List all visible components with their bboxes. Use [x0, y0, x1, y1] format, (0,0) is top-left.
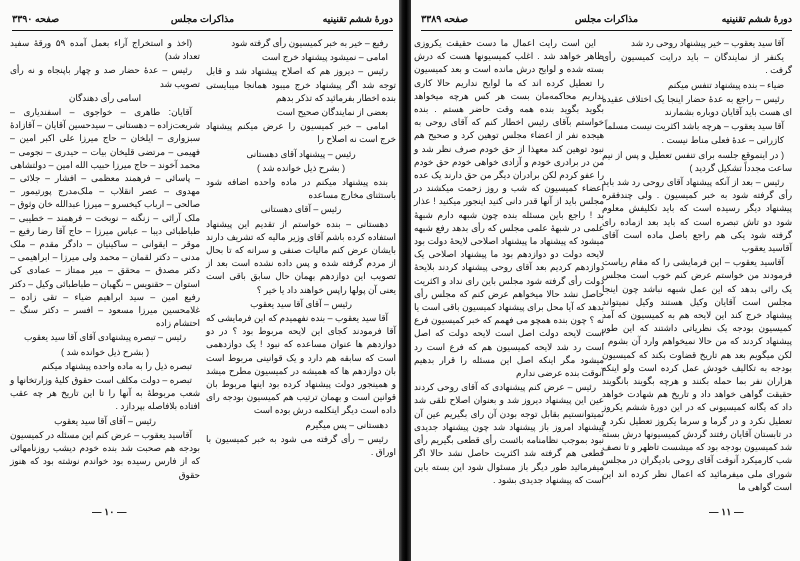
paragraph: رئیس – عدهٔ حضار صد و چهار باپنجاه و نه رأی تصویب شد	[10, 65, 200, 89]
paragraph: رئیس – دیروز هم که اصلاح پیشنهاد شد و قابل توجه شد اگر پیشنهاد خرج میبود همانجا میبایستی بنده اخطار بفرمائید که تذکر بدهم	[206, 66, 396, 103]
right-column	[602, 37, 792, 495]
paragraph: بعضی از نمایندگان صحیح است	[276, 107, 388, 118]
running-title: مذاکرات مجلس	[574, 14, 639, 25]
paragraph: امامی – نمیشود پیشنهاد خرج است	[261, 52, 388, 63]
volume-title: دورهٔ ششم تقنینیه	[721, 14, 792, 25]
paragraph: امامی – خبر کمیسیون را عرض میکنم پیشنهاد خرج است نه اصلاح را	[206, 121, 396, 145]
paragraph: آقا سید یعقوب – هرچه باشد اکثریت نیست مسلماً	[604, 121, 784, 132]
paragraph: آقا سید یعقوب – خیر پیشنهاد روحی رد شد	[630, 38, 784, 48]
paragraph: رئیس – رأی گرفته می شود به خبر کمیسیون با اوراق .	[206, 433, 396, 458]
section-heading: اسامی رأی دهندگان	[68, 92, 142, 103]
section-heading: رئیس – آقای آقا سید یعقوب	[250, 298, 352, 309]
right-page	[409, 0, 800, 561]
paragraph: کازرانی – عدهٔ فعلی مناط نیست .	[661, 135, 784, 146]
page-number: صفحه ۳۳۸۹	[421, 14, 469, 25]
section-heading: رئیس – پیشنهاد آقای دهستانی	[246, 148, 356, 159]
page-header	[12, 12, 393, 31]
paragraph: تبصره ذیل را به ماده واحده پیشنهاد میکنم	[41, 360, 192, 371]
paragraph: آقاسید یعقوب – عرض کنم این مسئله در کمیسیون بودجه هم صحبت شد بنده خودم دیشب روزنامهائی که از فارس رسیده بود خواندم نوشته بود که هنوز حقوق	[10, 429, 200, 480]
section-heading: رئیس – آقای آقا سید یعقوب	[54, 415, 156, 426]
paragraph: رفیع – خیر به خبر کمیسیون رأی گرفته شود	[231, 38, 388, 48]
section-heading: رئیس – آقای دهستانی	[260, 204, 342, 215]
running-title: مذاکرات مجلس	[170, 14, 235, 25]
left-column	[10, 37, 200, 483]
page-number: صفحه ۳۳۹۰	[12, 14, 60, 25]
paragraph: دهستانی – پس میگیرم	[305, 419, 388, 430]
paragraph: دهستانی – بنده خواستم از تقدیم این پیشنهاد استفاده کرده باشم آقای وزیر مالیه که تشریف دارند بایشان عرض کنم مالیات صنفی و سرانه که تا بحال از مردم گرفته شده و پس داده نشده است بعد از تصویب این دوازدهم بهمان حال سابق باقی است یعنی آن پولها راپس خواهند داد یا خیر ؟	[206, 218, 396, 295]
page-header	[421, 12, 792, 31]
volume-title: دورهٔ ششم تقنینیه	[322, 14, 393, 25]
paragraph: ( در اینموقع جلسه برای تنفس تعطیل و پس از نیم ساعت مجدداً تشکیل گردید )	[602, 149, 792, 173]
page-footer-number: — ۱۰ —	[92, 507, 127, 518]
paragraph: رئیس – بعد از آنکه پیشنهاد آقای روحی رد شد باید رأی گرفته شود به خبر کمیسیون . ولی چندفقره پیشنهاد دیگر رسیده است که باید تکلیفش معلوم شود دو تاش تبصره است که باید بعد ازماده رای گرفته شود یکی هم راجع باصل ماده است آقای آقاسید یعقوب	[602, 177, 792, 254]
paragraph: تبصره – دولت مکلف است حقوق کلیهٔ وزارتخانها و شعب مربوطهٔ به آنها را تا این تاریخ هر چه عقب افتاده بلافاصله بپردازد .	[10, 375, 200, 412]
paragraph: رئیس – عرض کنم پیشنهادی که آقای روحی کردند عین این پیشنهاد دیروز شد و بعنوان اصلاح تلقی شد نمیتوانستیم بقابل توجه بودن آن رای بگیریم عین آن پیشنهاد امروز باز پیشنهاد شد چون پیشنهاد جدیدی نبود بموجب نظامنامه بائست رأی قطعی بگیریم رأی قطعی هم گرفته شد اکثریت حاصل نشد حالا اگر میفرمائید طور دیگر باز مسئوال شود این بسته باین است که پیشنهاد جدیدی بشود .	[414, 382, 604, 485]
paragraph: بنده پیشنهاد میکنم در ماده واحده اضافه شود باستثنای مخارج مساعده	[206, 177, 396, 201]
paragraph: (اخذ و استخراج آراء بعمل آمده ۵۹ ورقهٔ سفید تعداد شد)	[10, 38, 200, 62]
section-heading: رئیس – تبصره پیشنهادی آقای آقا سید یعقوب	[23, 332, 187, 343]
book-gutter	[399, 0, 411, 561]
paragraph: آقا سید یعقوب – بنده نفهمیدم که این فرمایشی که آقا فرمودند کجای این لایحه مربوط بود ؟ در دو دوازدهم ها عنوان مساعده که نبود ! یک دوازدهمی است که سابقه هم دارد و یک قوانینی مربوط است بان دوازدهم ها که همیشه در کمیسیون مطرح میشد و همینجور دولت پیشنهاد کرده بود اینها مربوط بان قوانین است و بهمان ترتیب هم کمیسیون بودجه رای داده است دیگر اینکلمه درش بوده است	[206, 313, 396, 416]
page-footer-number: — ۱۱ —	[709, 507, 744, 518]
paragraph: یکنفر از نمایندگان – باید درایت کمیسیون رأی گرفت .	[602, 52, 792, 76]
paragraph: آقاسید یعقوب – این فرمایشی را که مقام ریاست فرمودند من خواستم عرض کنم خوب است مجلس یک رائی بدهد که این عمل شبهه نباشد چون اینجا مجلس است آقایان وکیل هستند وکیل نمیتواند پیشنهاد خرج کند این لایحه هم به کمیسیون که آمد کمیسیون بودجه یک نظریاتی داشتند که این طور پیشنهاد کردند که من حالا نمیخواهم وارد آن بشوم . لکن میگویم بعد هم تاریخ قضاوت بکند که کمیسیون بودجه به تکالیف خودش عمل کرده است ولو اینکه هزاران نفر بما حمله بکنند و هرچه بگویند بانگویند حقیقت گواهی خواهد داد و تاریخ هم شهادت خواهد داد که یگانه کمیسیونی که در این دورهٔ ششم یکروز تعطیل نکرد و در گرما و سرما یکروز تعطیل نکرد و در تابستان آقایان رفتند گردش کمیسیونها درش بسته شد کمیسیون بودجه بود که میشست تاظهر و تا نصف شب کارمیکرد آنوقت آقای روحی بادیگران در مجلس شورای ملی میفرمائید که اعمال نظر کرده اند این است گواهی ما	[602, 257, 792, 492]
paragraph: این است رایت اعمال ما دست حقیقت یکروزی ظاهر خواهد شد . اغلب کمیسیونها هست که درش بسته شده و لوایح درش مانده است و بعد کمیسیون را تعطیل کرده اند که ما لوایح نداریم حالا کاری نداریم محاکمه‌مان بست هر کس هرچه میخواهد بگوید بگوید بنده همه وقت حاضر هستم . بنده خواستم بآقای رئیس اخطار کنم که آقای روحی به هیجده نفر از اعضاء مجلس توهین کرد و صحیح هم نبود توهین کند معهذا از حق خودم صرف نظر شد و من در برادری خودم و آزادی خواهی خودم حق خودم را عفو کردم لکن برادران دیگر من حق دارند یک عده اعضاء کمیسیون که شب و روز زحمت میکشند در مجلس باید از آنها قدر دانی کنید اینجور میکنید ! عذار بد ! راجع باین مسئله بنده چون شبهه دارم شبههٔ علمی در شبههٔ علمی مجلس که رأی بدهد رفع شبهه میشود که پیشنهاد ما پیشنهاد اصلاحی لایحهٔ دولت بود لایحه دولت دو دوازدهم بود ما پیشنهاد اصلاحی یک دوازدهم کردیم بعد آقای روحی پیشنهاد کردند بلایحهٔ دولت رأی گرفته شود مجلس باین رای نداد و اکثریت حاصل نشد حالا میخواهم عرض کنم که مجلس رأی بدهد که آیا محل برای پیشنهاد کمیسیون باقی است یا نه ؟ چون بنده همچو می فهمم که خبر کمیسیون فرع است لایحه دولت اصل است لایحه دولت که اصل است رد شد لایحه کمیسیون هم که فرع است رد میشود مگر اینکه اصل این مسئله را قرار بدهیم آنوقت بنده عرضی ندارم	[414, 38, 604, 379]
section-heading: ( بشرح ذیل خوانده شد )	[60, 346, 150, 357]
section-heading: ( بشرح ذیل خوانده شد )	[256, 162, 346, 173]
paragraph: رئیس – راجع به عدهٔ حضار اینجا یک اختلاف عقیده ای هست باید آقایان دوباره بشمارند	[602, 93, 792, 118]
right-column	[206, 37, 396, 460]
left-column	[414, 37, 604, 488]
paragraph: آقایان: طاهری – خواجوی – اسفندیاری – شریعت‌زاده – دهستانی – سیدحسین آقایان – آقازادهٔ سبزواری – ایلخان – حاج میرزا علی اکبر امین – فهیمی – مرتضی قلیخان بیات – حیدری – نجومی – محمد آخوند – حاج میرزا حبیب الله امین – دولتشاهی – پاسائی – فرهمند معظمی – افشار – جلائی – مهدوی – عصر انقلاب – ملک‌مدرج پورتیمور – صالحی – ارباب کیخسرو – میرزا عبدالله خان وثوق – ملک آرائی – زنگنه – نوبخت – فرهمند – خطیبی – طباطبائی دیبا – عباس میرزا – حاج آقا رضا رفیع – موقر – ایقوانی – ساکینیان – دادگر مقدم – ملک مدنی – دکتر لقمان – محمد ولی میرزا – ابراهیمی – دکتر مصدق – محقق – میر ممتاز – عمادی کی استوان – حقنویس – نگهبان – طباطبائی وکیل – دکتر رفیع امین – سید ابراهیم ضیاء – تقی زاده – غلامحسین میرزا مسعود – افسر – دکتر سنگ – احتشام زاده	[10, 107, 200, 329]
paragraph: ضیاء – بنده پیشنهاد تنفس میکنم	[667, 79, 784, 90]
